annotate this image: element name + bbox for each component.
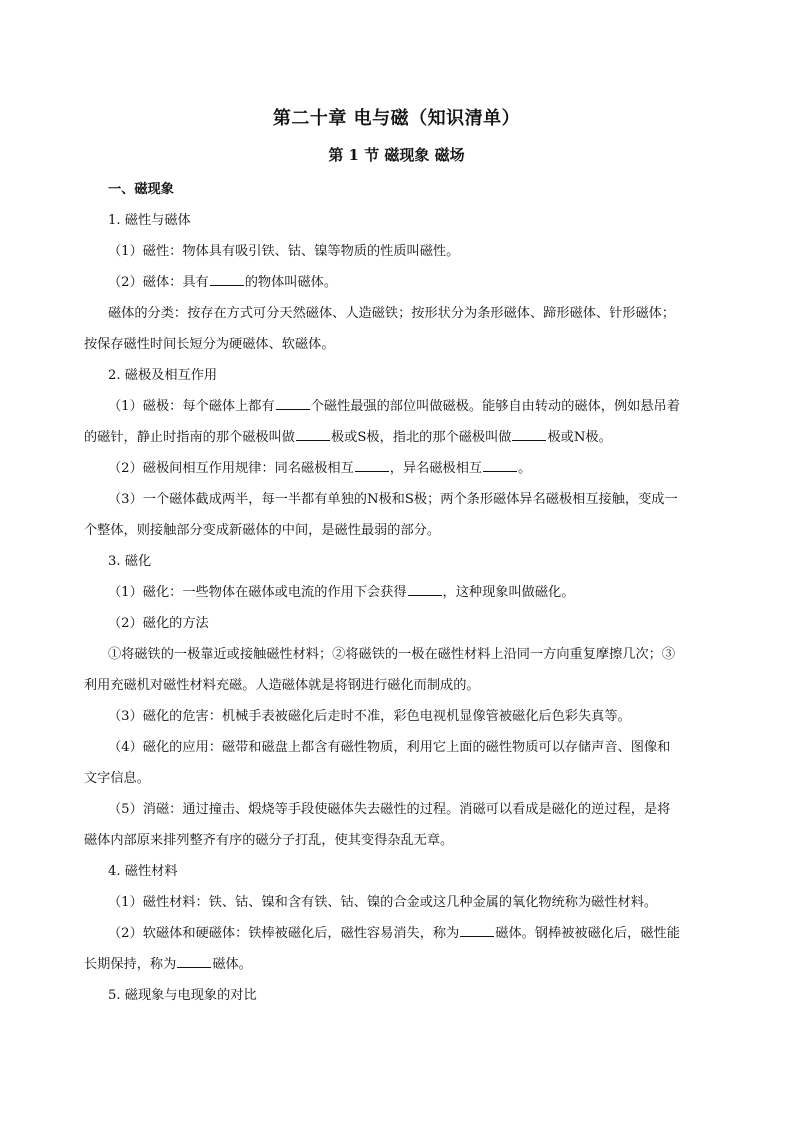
text-span: 的物体叫磁体。 bbox=[244, 275, 338, 290]
fill-blank bbox=[483, 470, 517, 472]
fill-blank bbox=[210, 284, 244, 286]
fill-blank bbox=[512, 439, 546, 441]
paragraph-line: （1）磁性材料：铁、钴、镍和含有铁、钴、镍的合金或这几种金属的氧化物统称为磁性材料。 bbox=[108, 895, 658, 910]
paragraph-line: 磁体内部原来排列整齐有序的磁分子打乱，使其变得杂乱无章。 bbox=[84, 833, 454, 848]
document-body bbox=[84, 174, 710, 1011]
paragraph-line: （3）磁化的危害：机械手表被磁化后走时不准，彩色电视机显像管被磁化后色彩失真等。 bbox=[108, 709, 631, 724]
document-title: 第二十章 电与磁（知识清单） bbox=[272, 108, 521, 129]
paragraph-line: （2）磁化的方法 bbox=[108, 616, 209, 631]
fill-blank bbox=[408, 594, 442, 596]
text-span: ，异名磁极相互 bbox=[389, 461, 483, 476]
paragraph-line: （5）消磁：通过撞击、煅烧等手段使磁体失去磁性的过程。消磁可以看成是磁化的逆过程，是将 bbox=[108, 802, 671, 817]
text-span: 磁体。 bbox=[212, 957, 252, 972]
fill-blank bbox=[296, 439, 330, 441]
fill-blank bbox=[276, 408, 310, 410]
text-span: 磁体。钢棒被被磁化后，磁性能 bbox=[495, 926, 680, 941]
subsection-heading: 2. 磁极及相互作用 bbox=[108, 368, 218, 383]
section-subtitle: 第 1 节 磁现象 磁场 bbox=[328, 146, 465, 164]
paragraph-line bbox=[84, 949, 710, 980]
fill-blank bbox=[177, 966, 211, 968]
paragraph-line bbox=[84, 453, 710, 484]
text-span: 长期保持，称为 bbox=[84, 957, 177, 972]
text-span: 极或S极，指北的那个磁极叫做 bbox=[331, 430, 512, 445]
paragraph-line: 磁体的分类：按存在方式可分天然磁体、人造磁铁；按形状分为条形磁体、蹄形磁体、针形磁体； bbox=[108, 306, 676, 321]
paragraph-line: （4）磁化的应用：磁带和磁盘上都含有磁性物质，利用它上面的磁性物质可以存储声音、图像和 bbox=[108, 740, 671, 755]
text-span: （1）磁化：一些物体在磁体或电流的作用下会获得 bbox=[108, 585, 407, 600]
fill-blank bbox=[460, 935, 494, 937]
paragraph-line: （1）磁性：物体具有吸引铁、钴、镍等物质的性质叫磁性。 bbox=[108, 244, 460, 259]
paragraph-line: 个整体，则接触部分变成新磁体的中间，是磁性最弱的部分。 bbox=[84, 523, 441, 538]
text-span: 的磁针，静止时指南的那个磁极叫做 bbox=[84, 430, 295, 445]
text-span: （2）磁极间相互作用规律：同名磁极相互 bbox=[108, 461, 354, 476]
paragraph-line bbox=[84, 391, 710, 422]
paragraph-line: ①将磁铁的一极靠近或接触磁性材料；②将磁铁的一极在磁性材料上沿同一方向重复摩擦几次；③ bbox=[108, 647, 676, 662]
text-span: 极或N极。 bbox=[547, 430, 612, 445]
paragraph-line: 利用充磁机对磁性材料充磁。人造磁体就是将钢进行磁化而制成的。 bbox=[84, 678, 480, 693]
paragraph-line bbox=[84, 577, 710, 608]
paragraph-line bbox=[84, 422, 710, 453]
subsection-heading: 3. 磁化 bbox=[108, 554, 152, 569]
paragraph-line: （3）一个磁体截成两半，每一半都有单独的N极和S极；两个条形磁体异名磁极相互接触，变成一 bbox=[108, 492, 678, 507]
subsection-heading: 4. 磁性材料 bbox=[108, 864, 178, 879]
fill-blank bbox=[355, 470, 389, 472]
paragraph-line: 按保存磁性时间长短分为硬磁体、软磁体。 bbox=[84, 337, 335, 352]
section-heading: 一、磁现象 bbox=[108, 182, 174, 197]
text-span: （2）磁体：具有 bbox=[108, 275, 209, 290]
text-span: （1）磁极：每个磁体上都有 bbox=[108, 399, 275, 414]
text-span: 。 bbox=[518, 461, 532, 476]
paragraph-line: 文字信息。 bbox=[84, 771, 150, 786]
subsection-heading: 1. 磁性与磁体 bbox=[108, 213, 191, 228]
subsection-heading: 5. 磁现象与电现象的对比 bbox=[108, 988, 257, 1003]
paragraph-line bbox=[84, 267, 710, 298]
text-span: （2）软磁体和硬磁体：铁棒被磁化后，磁性容易消失，称为 bbox=[108, 926, 460, 941]
text-span: ，这种现象叫做磁化。 bbox=[442, 585, 575, 600]
paragraph-line bbox=[84, 918, 710, 949]
text-span: 个磁性最强的部位叫做磁极。能够自由转动的磁体，例如悬吊着 bbox=[310, 399, 680, 414]
